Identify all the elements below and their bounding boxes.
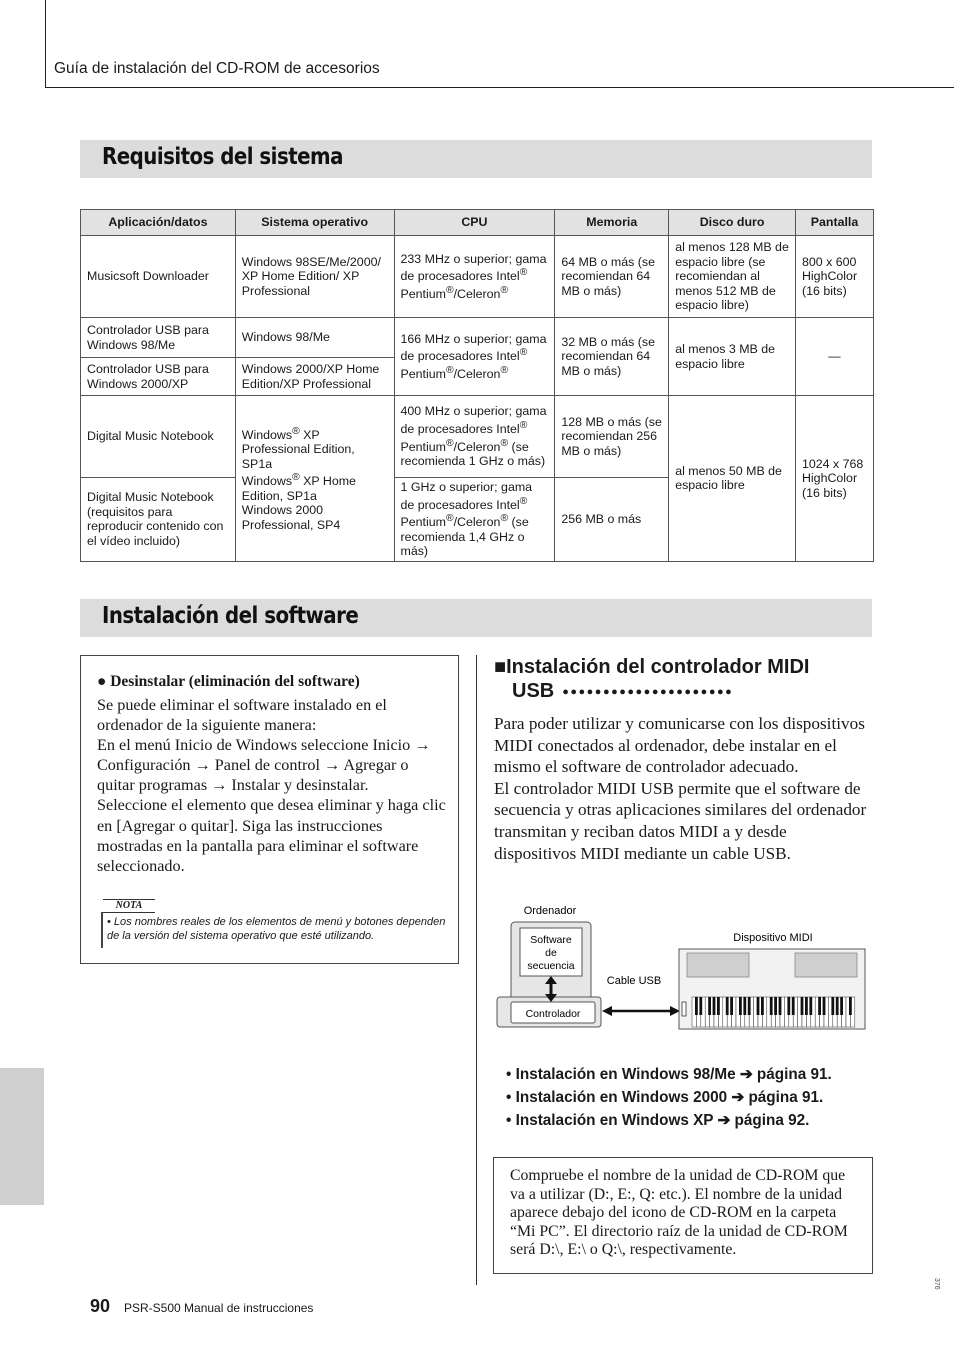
registered-mark: ® bbox=[445, 513, 454, 525]
registered-mark: ® bbox=[500, 364, 509, 376]
col-header: Sistema operativo bbox=[235, 210, 394, 236]
cell-os: Windows 98SE/Me/2000/ XP Home Edition/ XP Professional bbox=[235, 236, 394, 318]
registered-mark: ® bbox=[292, 472, 300, 484]
os-text: Windows 2000 Professional, SP4 bbox=[241, 503, 341, 532]
cpu-text: /Celeron bbox=[453, 286, 501, 301]
black-key bbox=[730, 997, 733, 1015]
side-tab bbox=[0, 1068, 44, 1205]
black-key bbox=[695, 997, 698, 1015]
uninstall-paragraph: En el menú Inicio de Windows seleccione Inicio → Configuración → Panel de control → Agregar o quitar programas → Instalar y desinstalar. bbox=[97, 736, 431, 795]
section-band-requirements bbox=[80, 140, 872, 178]
cell-app: Digital Music Notebook bbox=[81, 396, 236, 478]
cell-memory: 64 MB o más (se recomiendan 64 MB o más) bbox=[555, 236, 669, 318]
cell-os: Windows 2000/XP Home Edition/XP Professional bbox=[235, 358, 394, 396]
black-key bbox=[823, 997, 826, 1015]
registered-mark: ® bbox=[445, 364, 454, 376]
table-row bbox=[81, 396, 874, 478]
cell-os: Windows 98/Me bbox=[235, 318, 394, 358]
black-key bbox=[739, 997, 742, 1015]
registered-mark: ® bbox=[500, 284, 509, 296]
registered-mark: ® bbox=[519, 347, 528, 359]
cell-cpu bbox=[394, 236, 555, 318]
cpu-text: 400 MHz o superior; gama de procesadores Intel bbox=[400, 404, 547, 436]
registered-mark: ® bbox=[445, 284, 454, 296]
cpu-text: (se recomienda 1,4 GHz o más) bbox=[400, 515, 529, 559]
running-header: Guía de instalación del CD-ROM de accesorios bbox=[54, 60, 380, 77]
cell-cpu bbox=[394, 318, 555, 396]
cdrom-note-box bbox=[493, 1157, 873, 1274]
midi-body bbox=[494, 713, 872, 864]
uninstall-paragraph: Seleccione el elemento que desea eliminar y haga clic en [Agregar o quitar]. Siga las instrucciones mostradas en la pantalla para eliminar el software seleccionado. bbox=[97, 796, 446, 875]
col-header: CPU bbox=[394, 210, 555, 236]
section-title-install: Instalación del software bbox=[102, 603, 359, 629]
header-rule bbox=[45, 87, 954, 88]
black-key bbox=[849, 997, 852, 1015]
uninstall-heading: ● Desinstalar (eliminación del software) bbox=[97, 673, 360, 690]
table-header-row bbox=[81, 210, 874, 236]
software-label: secuencia bbox=[527, 960, 575, 972]
black-key bbox=[792, 997, 795, 1015]
black-key bbox=[757, 997, 760, 1015]
install-links bbox=[506, 1063, 832, 1132]
black-key bbox=[805, 997, 808, 1015]
install-link-98me[interactable]: • Instalación en Windows 98/Me ➔ página 91. bbox=[506, 1066, 832, 1083]
cpu-text: 1 GHz o superior; gama de procesadores Intel bbox=[400, 480, 533, 512]
cpu-text: Pentium bbox=[400, 366, 446, 381]
os-text: Windows bbox=[241, 427, 293, 442]
install-link-xp[interactable]: • Instalación en Windows XP ➔ página 92. bbox=[506, 1112, 810, 1129]
cpu-text: Pentium bbox=[400, 439, 446, 454]
cell-memory: 128 MB o más (se recomiendan 256 MB o más) bbox=[555, 396, 669, 478]
black-key bbox=[809, 997, 812, 1015]
usb-midi-diagram bbox=[494, 900, 872, 1040]
cell-cpu bbox=[394, 478, 555, 562]
driver-label: Controlador bbox=[525, 1008, 581, 1020]
software-label: Software bbox=[530, 934, 572, 946]
cpu-text: Pentium bbox=[400, 286, 446, 301]
keyboard-keys bbox=[692, 997, 855, 1027]
cell-os bbox=[235, 396, 394, 562]
registered-mark: ® bbox=[445, 437, 454, 449]
nota-label: NOTA bbox=[103, 899, 155, 913]
nota-bar bbox=[101, 912, 103, 948]
midi-paragraph: Para poder utilizar y comunicarse con los dispositivos MIDI conectados al ordenador, debe instalar en el mismo el software de controlador adecuado. bbox=[494, 714, 865, 777]
black-key bbox=[770, 997, 773, 1015]
cell-cpu bbox=[394, 396, 555, 478]
keyboard-panel-right bbox=[795, 953, 857, 977]
cell-disk: al menos 3 MB de espacio libre bbox=[669, 318, 796, 396]
black-key bbox=[708, 997, 711, 1015]
install-link-2000[interactable]: • Instalación en Windows 2000 ➔ página 91. bbox=[506, 1089, 824, 1106]
cpu-text: /Celeron bbox=[453, 439, 501, 454]
uninstall-box bbox=[80, 655, 459, 964]
black-key bbox=[836, 997, 839, 1015]
requirements-table bbox=[80, 209, 874, 562]
midi-paragraph: El controlador MIDI USB permite que el software de secuencia y otras aplicaciones similares del ordenador transmitan y reciban datos MIDI a y desde dispositivos MIDI mediante un cable USB. bbox=[494, 778, 867, 863]
cpu-text: /Celeron bbox=[453, 515, 501, 530]
midi-heading bbox=[494, 655, 866, 704]
midi-heading-line2 bbox=[494, 679, 866, 704]
cell-screen: — bbox=[795, 318, 873, 396]
usb-port bbox=[682, 1002, 686, 1016]
black-key bbox=[831, 997, 834, 1015]
table-row bbox=[81, 236, 874, 318]
device-label: Dispositivo MIDI bbox=[733, 932, 813, 944]
cable-label: Cable USB bbox=[606, 975, 662, 987]
cpu-text: (se recomienda 1 GHz o más) bbox=[400, 439, 546, 469]
registered-mark: ® bbox=[500, 437, 509, 449]
keyboard-panel-left bbox=[687, 953, 749, 977]
cell-app: Musicsoft Downloader bbox=[81, 236, 236, 318]
cell-screen: 1024 x 768 HighColor (16 bits) bbox=[795, 396, 873, 562]
col-header: Pantalla bbox=[795, 210, 873, 236]
registered-mark: ® bbox=[500, 513, 509, 525]
black-key bbox=[787, 997, 790, 1015]
black-key bbox=[801, 997, 804, 1015]
computer-label: Ordenador bbox=[523, 905, 577, 917]
black-key bbox=[761, 997, 764, 1015]
uninstall-body bbox=[97, 695, 447, 876]
black-key bbox=[713, 997, 716, 1015]
cpu-text: 166 MHz o superior; gama de procesadores Intel bbox=[400, 331, 547, 364]
col-header: Aplicación/datos bbox=[81, 210, 236, 236]
os-text: XP Home Edition, SP1a bbox=[241, 474, 356, 503]
black-key bbox=[779, 997, 782, 1015]
cell-memory: 256 MB o más bbox=[555, 478, 669, 562]
black-key bbox=[743, 997, 746, 1015]
black-key bbox=[717, 997, 720, 1015]
cpu-text: 233 MHz o superior; gama de procesadores Intel bbox=[400, 251, 547, 284]
cpu-text: /Celeron bbox=[453, 366, 501, 381]
heading-dots: ●●●●●●●●●●●●●●●●●●●●● bbox=[562, 685, 734, 698]
black-key bbox=[840, 997, 843, 1015]
cell-app: Controlador USB para Windows 2000/XP bbox=[81, 358, 236, 396]
midi-heading-line1: ■Instalación del controlador MIDI bbox=[494, 656, 810, 678]
black-key bbox=[774, 997, 777, 1015]
section-title-requirements: Requisitos del sistema bbox=[102, 144, 343, 170]
cell-memory: 32 MB o más (se recomiendan 64 MB o más) bbox=[555, 318, 669, 396]
manual-title: PSR-S500 Manual de instrucciones bbox=[124, 1301, 314, 1315]
cell-screen: 800 x 600 HighColor (16 bits) bbox=[795, 236, 873, 318]
cable-arrow-left-icon bbox=[602, 1006, 612, 1016]
uninstall-paragraph: Se puede eliminar el software instalado en el ordenador de la siguiente manera: bbox=[97, 696, 387, 735]
cpu-text: Pentium bbox=[400, 515, 446, 530]
header-vertical-rule bbox=[45, 0, 46, 88]
black-key bbox=[818, 997, 821, 1015]
registered-mark: ® bbox=[519, 267, 528, 279]
cdrom-note-text: Compruebe el nombre de la unidad de CD-ROM que va a utilizar (D:, E:, Q: etc.). El nombre de la unidad aparece debajo del icono de CD-ROM en la carpeta “Mi PC”. El directorio raíz de la unidad de CD-ROM será D:\, E:\ o Q:\, respectivamente. bbox=[510, 1167, 848, 1259]
registered-mark: ® bbox=[292, 425, 300, 437]
midi-heading-usb: USB bbox=[512, 680, 555, 702]
software-label: de bbox=[545, 947, 557, 959]
table-row bbox=[81, 318, 874, 358]
black-key bbox=[748, 997, 751, 1015]
col-header: Disco duro bbox=[669, 210, 796, 236]
os-text: XP Professional Edition, SP1a bbox=[241, 427, 355, 471]
section-band-install bbox=[80, 599, 872, 637]
registered-mark: ® bbox=[519, 495, 528, 507]
col-header: Memoria bbox=[555, 210, 669, 236]
cell-app: Controlador USB para Windows 98/Me bbox=[81, 318, 236, 358]
nota-text: • Los nombres reales de los elementos de menú y botones dependen de la versión del sistema operativo que esté utilizando. bbox=[107, 916, 446, 943]
column-divider bbox=[476, 655, 477, 1285]
cell-app: Digital Music Notebook (requisitos para reproducir contenido con el vídeo incluido) bbox=[81, 478, 236, 562]
registered-mark: ® bbox=[519, 419, 528, 431]
black-key bbox=[699, 997, 702, 1015]
document-code: 376 bbox=[933, 1278, 940, 1290]
black-key bbox=[726, 997, 729, 1015]
cell-disk: al menos 50 MB de espacio libre bbox=[669, 396, 796, 562]
cell-disk: al menos 128 MB de espacio libre (se recomiendan al menos 512 MB de espacio libre) bbox=[669, 236, 796, 318]
os-text: Windows bbox=[241, 474, 293, 489]
page-number: 90 bbox=[90, 1296, 111, 1316]
